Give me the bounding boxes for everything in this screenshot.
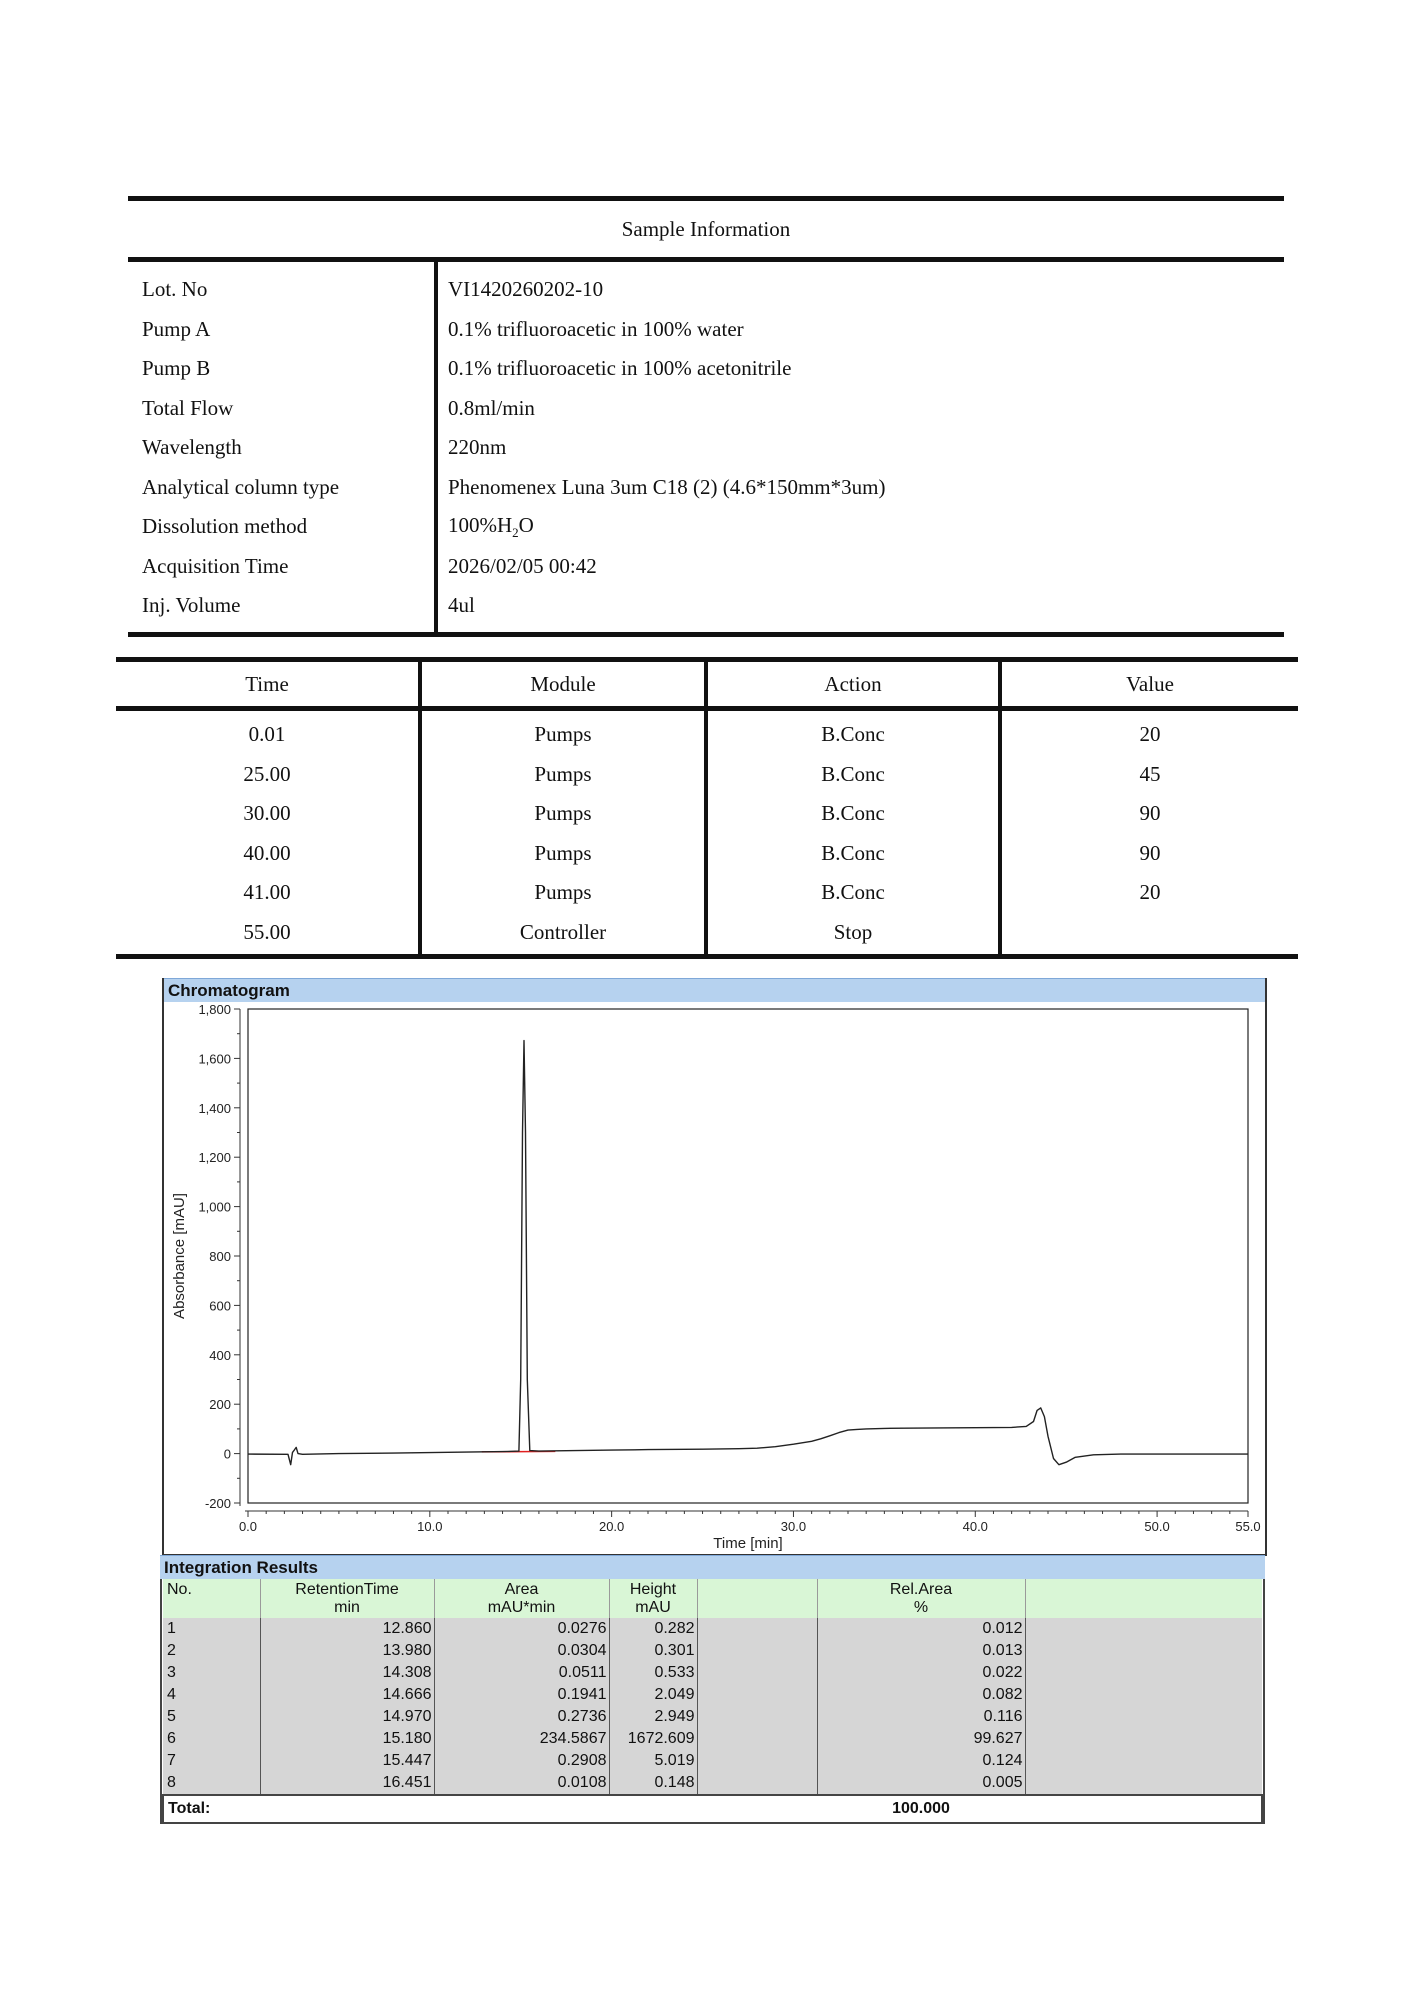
- program-row: [116, 873, 1298, 913]
- sample-information-section: [128, 196, 1284, 637]
- integration-row: [163, 1640, 1262, 1662]
- sample-info-row: [128, 468, 1284, 508]
- gradient-program-table: [116, 657, 1298, 959]
- integration-row: [163, 1728, 1262, 1750]
- x-tick-label: 40.0: [962, 1519, 988, 1534]
- program-time-cell: 40.00: [116, 834, 420, 874]
- empty-cell: [697, 1706, 817, 1728]
- empty-cell: [697, 1795, 817, 1823]
- height-cell: 5.019: [609, 1750, 697, 1772]
- height-cell: 0.148: [609, 1772, 697, 1795]
- x-axis: [239, 1511, 1261, 1534]
- integration-header-cell: [434, 1579, 609, 1618]
- sample-info-label: Total Flow: [128, 389, 436, 429]
- rel-area-cell: 0.116: [817, 1706, 1025, 1728]
- sample-info-value: [436, 507, 1284, 547]
- sample-info-label: Dissolution method: [128, 507, 436, 547]
- integration-results-panel: [160, 1555, 1265, 1824]
- y-axis: [198, 1002, 240, 1511]
- integration-row: [163, 1684, 1262, 1706]
- sample-info-value-tail: O: [518, 512, 534, 537]
- sample-info-value-text: 0.8ml/min: [448, 395, 535, 420]
- sample-info-row: [128, 507, 1284, 547]
- sample-information-table: [128, 262, 1284, 632]
- rel-area-cell: 99.627: [817, 1728, 1025, 1750]
- area-cell: 0.2908: [434, 1750, 609, 1772]
- sample-info-value: [436, 547, 1284, 587]
- rel-area-cell: 0.005: [817, 1772, 1025, 1795]
- integration-header-cell: [1025, 1579, 1262, 1618]
- y-tick-label: 800: [209, 1249, 231, 1264]
- program-row: [116, 709, 1298, 755]
- integration-header-top: No.: [167, 1581, 192, 1598]
- integration-results-title: Integration Results: [160, 1555, 1265, 1579]
- y-tick-label: 200: [209, 1397, 231, 1413]
- chromatogram-chart: [164, 1001, 1265, 1554]
- empty-cell: [1025, 1618, 1262, 1640]
- x-tick-label: 20.0: [598, 1519, 625, 1534]
- program-module-cell: Pumps: [420, 834, 706, 874]
- sample-info-value-text: VI1420260202-10: [448, 277, 604, 302]
- sample-info-label: Acquisition Time: [128, 547, 436, 587]
- y-tick-label: 1,800: [198, 1002, 231, 1017]
- y-tick-label: 1,400: [198, 1100, 231, 1116]
- integration-header-cell: [260, 1579, 434, 1618]
- sample-info-value: [436, 389, 1284, 429]
- y-tick-label: 0: [223, 1446, 231, 1462]
- header-value: Value: [1000, 660, 1298, 709]
- rel-area-cell: 0.082: [817, 1684, 1025, 1706]
- x-tick-label: 50.0: [1144, 1519, 1170, 1534]
- retention-time-cell: 14.970: [260, 1706, 434, 1728]
- peak-number-cell: 2: [163, 1640, 260, 1662]
- sample-info-value-text: 2026/02/05 00:42: [448, 553, 597, 578]
- sample-info-label: Lot. No: [128, 262, 436, 310]
- y-tick-label: 1,600: [198, 1051, 231, 1067]
- header-action: Action: [706, 660, 1000, 709]
- empty-cell: [697, 1728, 817, 1750]
- program-row: [116, 913, 1298, 957]
- sample-info-row: [128, 310, 1284, 350]
- empty-cell: [1025, 1750, 1262, 1772]
- program-action-cell: Stop: [706, 913, 1000, 957]
- retention-time-cell: 16.451: [260, 1772, 434, 1795]
- sample-info-value: [436, 310, 1284, 350]
- rel-area-cell: 0.012: [817, 1618, 1025, 1640]
- empty-cell: [697, 1684, 817, 1706]
- retention-time-cell: 15.180: [260, 1728, 434, 1750]
- program-value-cell: 45: [1139, 761, 1161, 786]
- integration-header-top: Rel.Area: [889, 1581, 953, 1598]
- area-cell: 0.2736: [434, 1706, 609, 1728]
- program-value-cell: 90: [1139, 801, 1161, 826]
- integration-header-cell: [697, 1579, 817, 1618]
- rel-area-cell: 0.022: [817, 1662, 1025, 1684]
- height-cell: 2.949: [609, 1706, 697, 1728]
- rel-area-cell: 0.013: [817, 1640, 1025, 1662]
- y-tick-label: 400: [209, 1347, 231, 1363]
- sample-info-row: [128, 389, 1284, 429]
- y-tick-label: 1,000: [198, 1199, 231, 1215]
- retention-time-cell: 13.980: [260, 1640, 434, 1662]
- program-value-cell: 90: [1139, 840, 1161, 865]
- sample-info-row: [128, 349, 1284, 389]
- integration-row: [163, 1706, 1262, 1728]
- retention-time-cell: 14.666: [260, 1684, 434, 1706]
- program-row: [116, 834, 1298, 874]
- integration-header-unit: %: [913, 1599, 929, 1616]
- integration-header-unit: mAU: [635, 1599, 671, 1616]
- integration-row: [163, 1662, 1262, 1684]
- sample-info-label: Inj. Volume: [128, 586, 436, 632]
- program-row: [116, 794, 1298, 834]
- retention-time-cell: 14.308: [260, 1662, 434, 1684]
- sample-info-label: Pump A: [128, 310, 436, 350]
- height-cell: 0.282: [609, 1618, 697, 1640]
- x-tick-label: 0.0: [238, 1519, 258, 1534]
- empty-cell: [1025, 1728, 1262, 1750]
- peak-number-cell: 1: [163, 1618, 260, 1640]
- sample-info-value-text: Phenomenex Luna 3um C18 (2) (4.6*150mm*3um): [448, 474, 886, 499]
- chromatogram-title: Chromatogram: [164, 978, 1265, 1002]
- program-time-cell: 55.00: [116, 913, 420, 957]
- sample-info-value-text: 220nm: [448, 435, 507, 460]
- integration-header-unit: mAU*min: [487, 1599, 556, 1616]
- height-cell: 2.049: [609, 1684, 697, 1706]
- sample-info-row: [128, 586, 1284, 632]
- integration-header-cell: [817, 1579, 1025, 1618]
- sample-info-label: Analytical column type: [128, 468, 436, 508]
- sample-info-row: [128, 262, 1284, 310]
- peak-number-cell: 5: [163, 1706, 260, 1728]
- empty-cell: [697, 1772, 817, 1795]
- sample-info-value-text: 100%H: [448, 512, 513, 537]
- x-axis-label: Time [min]: [713, 1535, 783, 1552]
- empty-cell: [1025, 1640, 1262, 1662]
- empty-cell: [697, 1618, 817, 1640]
- area-cell: 0.0511: [434, 1662, 609, 1684]
- peak-number-cell: 7: [163, 1750, 260, 1772]
- height-cell: 1672.609: [609, 1728, 697, 1750]
- height-cell: 0.533: [609, 1662, 697, 1684]
- program-time-cell: 0.01: [116, 709, 420, 755]
- header-time: Time: [116, 660, 420, 709]
- empty-cell: [1025, 1706, 1262, 1728]
- integration-row: [163, 1772, 1262, 1795]
- program-action-cell: B.Conc: [706, 794, 1000, 834]
- header-module: Module: [420, 660, 706, 709]
- program-time-cell: 41.00: [116, 873, 420, 913]
- sample-info-value: [436, 262, 1284, 310]
- integration-header-cell: [609, 1579, 697, 1618]
- integration-results-table: [162, 1579, 1263, 1824]
- y-tick-label: 1,200: [198, 1150, 231, 1166]
- peak-number-cell: 6: [163, 1728, 260, 1750]
- chromatogram-panel: [162, 978, 1267, 1556]
- integration-header-top: RetentionTime: [295, 1581, 399, 1598]
- retention-time-cell: 12.860: [260, 1618, 434, 1640]
- integration-header-top: Area: [504, 1581, 539, 1598]
- y-tick-label: 600: [209, 1298, 231, 1314]
- sample-info-value-text: 4ul: [448, 593, 475, 618]
- sample-info-value-text: 0.1% trifluoroacetic in 100% acetonitrile: [448, 356, 792, 381]
- program-value-cell: 20: [1139, 722, 1161, 747]
- x-tick-label: 30.0: [780, 1519, 807, 1534]
- y-axis-label: Absorbance [mAU]: [171, 1193, 188, 1319]
- program-action-cell: B.Conc: [706, 709, 1000, 755]
- program-time-cell: 30.00: [116, 794, 420, 834]
- sample-info-label: Pump B: [128, 349, 436, 389]
- integration-row: [163, 1618, 1262, 1640]
- integration-header-top: Height: [629, 1581, 677, 1598]
- area-cell: 0.0108: [434, 1772, 609, 1795]
- program-row: [116, 755, 1298, 795]
- program-action-cell: B.Conc: [706, 755, 1000, 795]
- program-time-cell: 25.00: [116, 755, 420, 795]
- peak-number-cell: 4: [163, 1684, 260, 1706]
- plot-frame: [248, 1009, 1248, 1503]
- program-value-cell: 20: [1139, 880, 1161, 905]
- peak-number-cell: 3: [163, 1662, 260, 1684]
- integration-total-row: [163, 1795, 1262, 1823]
- area-cell: 0.0304: [434, 1640, 609, 1662]
- integration-header-cell: [163, 1579, 260, 1618]
- total-label: Total:: [163, 1795, 260, 1823]
- bottom-rule: [128, 632, 1284, 637]
- sample-info-value-subscript: 2: [512, 524, 519, 540]
- empty-cell: [697, 1750, 817, 1772]
- empty-cell: [697, 1640, 817, 1662]
- gradient-program-section: [116, 657, 1298, 959]
- empty-cell: [697, 1662, 817, 1684]
- peak-number-cell: 8: [163, 1772, 260, 1795]
- sample-info-label: Wavelength: [128, 428, 436, 468]
- sample-information-title: Sample Information: [621, 217, 791, 241]
- sample-info-value: [436, 468, 1284, 508]
- program-module-cell: Pumps: [420, 794, 706, 834]
- empty-cell: [1025, 1772, 1262, 1795]
- retention-time-cell: 15.447: [260, 1750, 434, 1772]
- empty-cell: [1025, 1795, 1262, 1823]
- sample-info-value: [436, 428, 1284, 468]
- program-action-cell: B.Conc: [706, 834, 1000, 874]
- integration-header-unit: min: [334, 1599, 360, 1616]
- empty-cell: [260, 1795, 434, 1823]
- area-cell: 0.1941: [434, 1684, 609, 1706]
- program-module-cell: Pumps: [420, 709, 706, 755]
- x-tick-label: 55.0: [1235, 1519, 1261, 1534]
- area-cell: 234.5867: [434, 1728, 609, 1750]
- empty-cell: [434, 1795, 609, 1823]
- integration-row: [163, 1750, 1262, 1772]
- empty-cell: [1025, 1684, 1262, 1706]
- empty-cell: [1025, 1662, 1262, 1684]
- sample-info-value: [436, 586, 1284, 632]
- x-tick-label: 10.0: [417, 1519, 443, 1534]
- program-value-cell: [1000, 913, 1298, 957]
- sample-info-value: [436, 349, 1284, 389]
- total-rel-area: 100.000: [817, 1795, 1025, 1823]
- program-module-cell: Controller: [420, 913, 706, 957]
- sample-info-value-text: 0.1% trifluoroacetic in 100% water: [448, 316, 744, 341]
- program-module-cell: Pumps: [420, 755, 706, 795]
- rel-area-cell: 0.124: [817, 1750, 1025, 1772]
- y-tick-label: -200: [204, 1496, 231, 1511]
- empty-cell: [609, 1795, 697, 1823]
- program-module-cell: Pumps: [420, 873, 706, 913]
- sample-info-row: [128, 428, 1284, 468]
- chromatogram-trace: [248, 1041, 1248, 1465]
- program-action-cell: B.Conc: [706, 873, 1000, 913]
- sample-info-row: [128, 547, 1284, 587]
- area-cell: 0.0276: [434, 1618, 609, 1640]
- height-cell: 0.301: [609, 1640, 697, 1662]
